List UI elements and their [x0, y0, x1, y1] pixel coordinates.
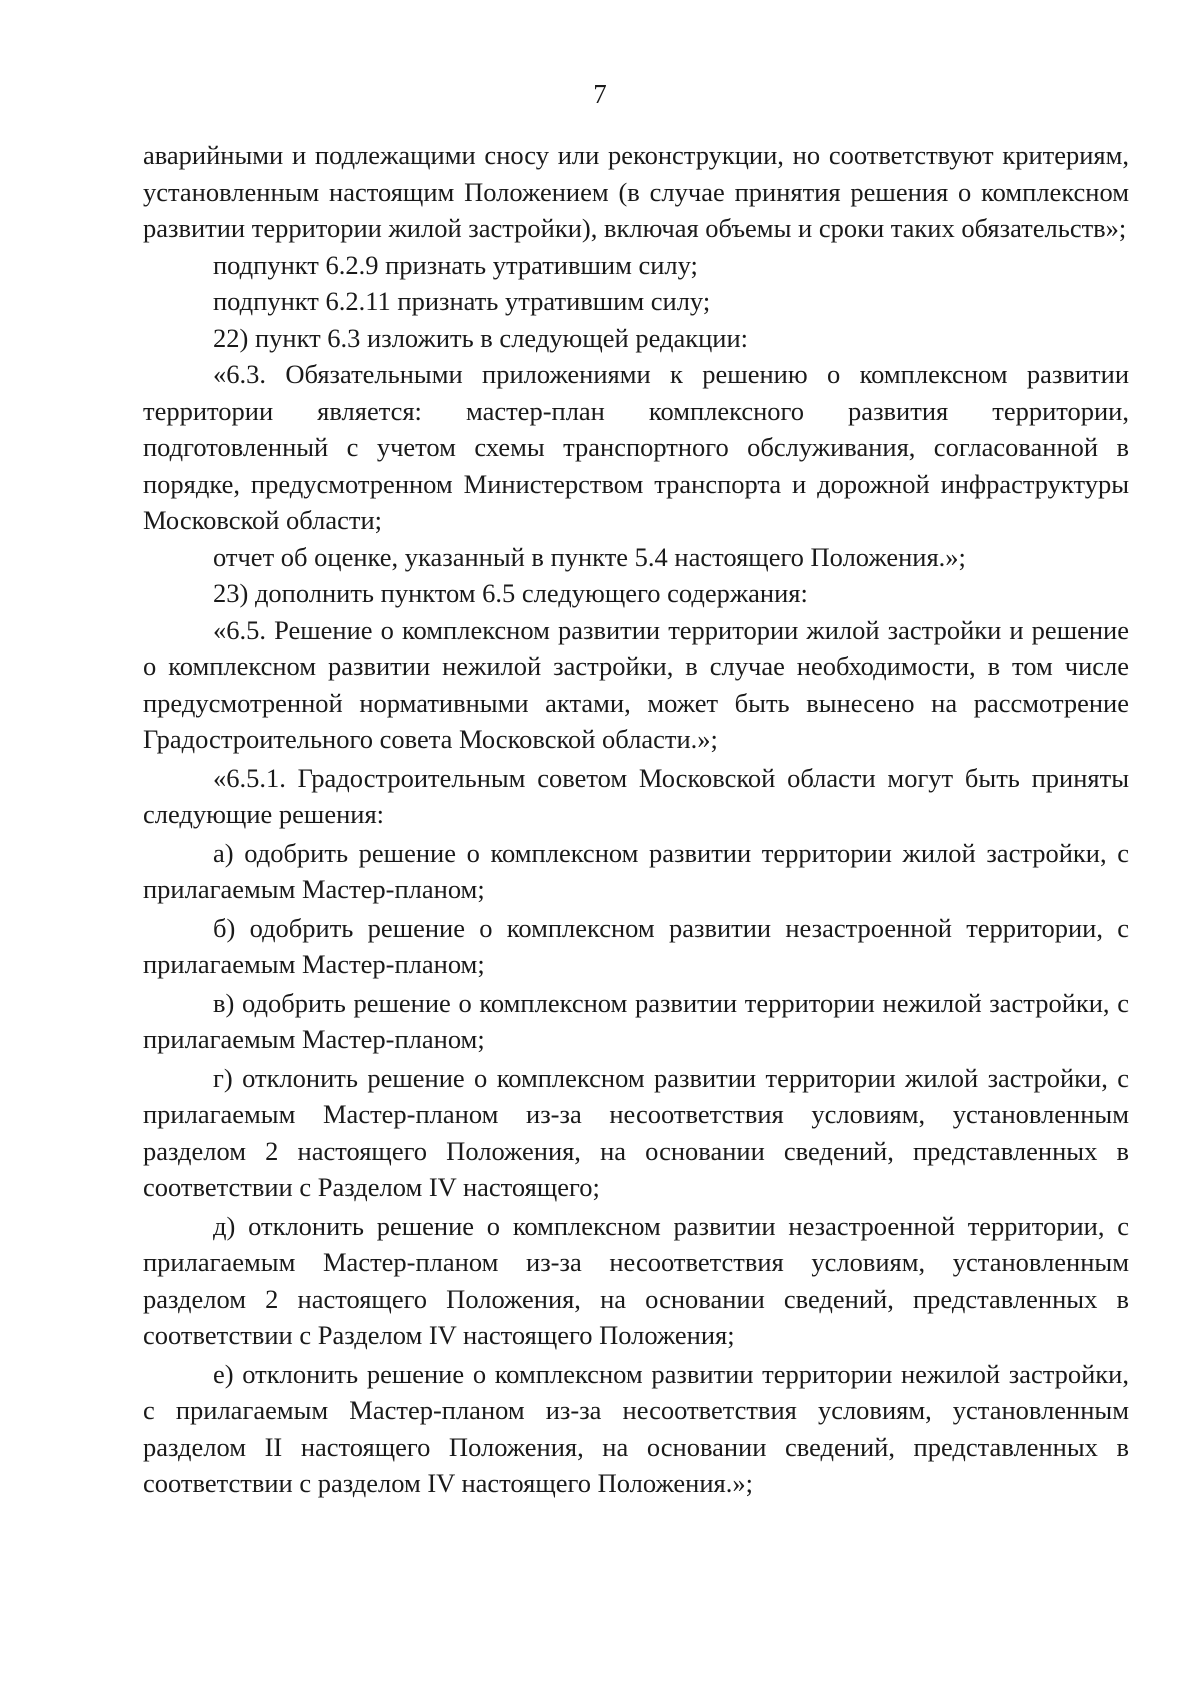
- paragraph-point-6-5: «6.5. Решение о комплексном развитии территории жилой застройки и решение о комплексном развитии нежилой застройки, в случае необходимости, в том числе предусмотренной нормативными актами, может быть вынесено на рассмотрение Градостроительного совета Московской области.»;: [143, 614, 1129, 754]
- paragraph-option-a: а) одобрить решение о комплексном развитии территории жилой застройки, с прилагаемым Мастер-планом;: [143, 837, 1129, 904]
- page-number: 7: [593, 79, 607, 109]
- paragraph-option-v: в) одобрить решение о комплексном развитии территории нежилой застройки, с прилагаемым Мастер-планом;: [143, 987, 1129, 1054]
- paragraph-option-d: д) отклонить решение о комплексном развитии незастроенной территории, с прилагаемым Мастер-планом из-за несоответствия условиям, установленным разделом 2 настоящего Положения, на основании сведений, представленных в соответствии с Разделом IV настоящего Положения;: [143, 1210, 1129, 1350]
- paragraph-continuation: аварийными и подлежащими сносу или реконструкции, но соответствуют критериям, установленным настоящим Положением (в случае принятия решения о комплексном развитии территории жилой застройки), включая объемы и сроки таких обязательств»;: [143, 140, 1129, 243]
- paragraph-option-b: б) одобрить решение о комплексном развитии незастроенной территории, с прилагаемым Мастер-планом;: [143, 912, 1129, 979]
- paragraph-subpoint-6-2-9: подпункт 6.2.9 признать утратившим силу;: [213, 249, 698, 280]
- paragraph-point-6-5-1: «6.5.1. Градостроительным советом Московской области могут быть приняты следующие решения:: [143, 762, 1129, 829]
- document-body: [143, 137, 1129, 1502]
- paragraph-item-23: 23) дополнить пунктом 6.5 следующего содержания:: [213, 578, 808, 608]
- paragraph-option-g: г) отклонить решение о комплексном развитии территории жилой застройки, с прилагаемым Мастер-планом из-за несоответствия условиям, установленным разделом 2 настоящего Положения, на основании сведений, представленных в соответствии с Разделом IV настоящего;: [143, 1062, 1129, 1202]
- paragraph-point-6-3: «6.3. Обязательными приложениями к решению о комплексном развитии территории является: мастер-план комплексного развития территории, подготовленный с учетом схемы транспортного обслуживания, согласованной в порядке, предусмотренном Министерством транспорта и дорожной инфраструктуры Московской области;: [143, 359, 1129, 535]
- paragraph-assessment-report: отчет об оценке, указанный в пункте 5.4 настоящего Положения.»;: [213, 541, 966, 572]
- paragraph-option-e: е) отклонить решение о комплексном развитии территории нежилой застройки, с прилагаемым Мастер-планом из-за несоответствия условиям, установленным разделом II настоящего Положения, на основании сведений, представленных в соответствии с разделом IV настоящего Положения.»;: [143, 1358, 1129, 1498]
- paragraph-subpoint-6-2-11: подпункт 6.2.11 признать утратившим силу;: [213, 286, 711, 316]
- paragraph-item-22: 22) пункт 6.3 изложить в следующей редакции:: [213, 322, 749, 353]
